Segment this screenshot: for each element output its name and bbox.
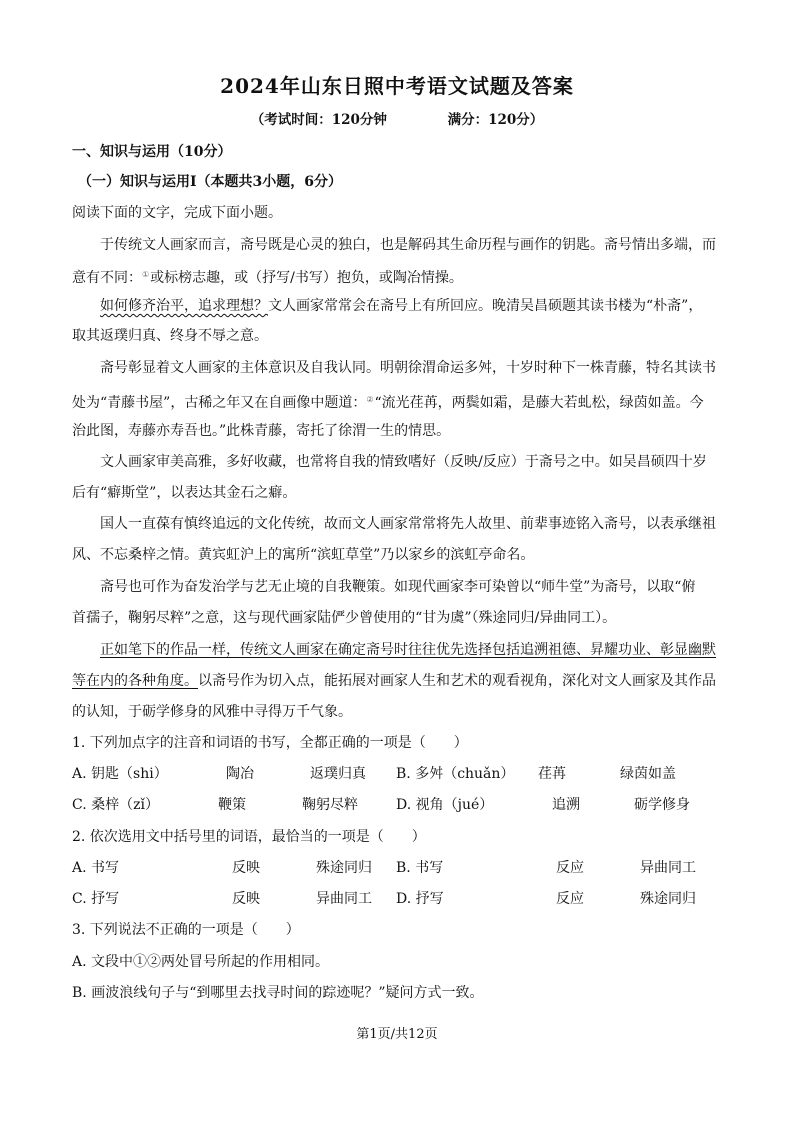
footnote-marker: ② (366, 395, 374, 404)
q2-option-c-word: 反映 (232, 891, 260, 907)
underlined-sentence: 正如笔下的作品一样，传统文人画家在确定斋号时往往优先选择包括追溯祖德、昇耀功业、彰显幽默 (100, 642, 716, 658)
passage-text: 意有不同： (72, 270, 142, 286)
page-footer: 第1页/共12页 (356, 1027, 438, 1042)
passage-line: 治此图，寿藤亦寿吾也。”此株青藤，寄托了徐渭一生的情思。 (72, 423, 451, 439)
q1-option-b: B. 多舛（chuǎn） (396, 766, 515, 782)
passage-text: 或标榜志趣，或（抒写/书写）抱负，或陶冶情操。 (150, 270, 463, 286)
q2-option-b-word: 反应 (556, 860, 584, 876)
q1-option-c-word: 鞭策 (218, 797, 246, 813)
q1-option-d-word: 砺学修身 (634, 797, 690, 813)
exam-time: （考试时间：120分钟 (250, 112, 387, 128)
document-title: 2024年山东日照中考语文试题及答案 (220, 74, 574, 98)
passage-line: 斋号也可作为奋发治学与艺无止境的自我鞭策。如现代画家李可染曾以“师牛堂”为斋号，以取“俯 (100, 579, 696, 595)
q2-option-d-word: 反应 (556, 891, 584, 907)
question-1-stem: 1. 下列加点字的注音和词语的书写，全都正确的一项是（ ） (72, 735, 468, 751)
q2-option-c-word: 异曲同工 (316, 891, 372, 907)
passage-line: 斋号彰显着文人画家的主体意识及自我认同。明朝徐渭命运多舛，十岁时种下一株青藤，特名其读书 (100, 360, 716, 376)
q1-option-a-word: 返璞归真 (310, 766, 366, 782)
q2-option-d: D. 抒写 (396, 891, 444, 907)
q3-option-b: B. 画波浪线句子与“到哪里去找寻时间的踪迹呢？”疑问方式一致。 (72, 985, 484, 1001)
footnote-marker: ① (142, 270, 150, 279)
q2-option-a: A. 书写 (72, 860, 120, 876)
question-2-stem: 2. 依次选用文中括号里的词语，最恰当的一项是（ ） (72, 829, 426, 845)
q2-option-d-word: 殊途同归 (640, 891, 696, 907)
wavy-underlined-sentence: 如何修齐治平，追求理想？ (100, 298, 268, 314)
q1-option-a: A. 钥匙（shi） (72, 766, 168, 782)
q1-option-d: D. 视角（jué） (396, 797, 494, 813)
q1-option-b-word: 绿茵如盖 (620, 766, 676, 782)
section-heading: 一、知识与运用（10分） (72, 144, 232, 160)
passage-line: 取其返璞归真、终身不辱之意。 (72, 328, 268, 344)
passage-text: 处为“青藤书屋”，古稀之年又在自画像中题道： (72, 395, 367, 411)
q1-option-b-word: 荏苒 (538, 766, 566, 782)
passage-line: 国人一直葆有慎终追远的文化传统，故而文人画家常常将先人故里、前辈事迹铭入斋号，以表承继祖 (100, 516, 716, 532)
q1-option-a-word: 陶冶 (226, 766, 254, 782)
passage-text: “流光荏苒，两鬓如霜，是藤大若虬松，绿茵如盖。今 (374, 395, 704, 411)
q2-option-b: B. 书写 (396, 860, 444, 876)
q1-option-c: C. 桑梓（zǐ） (72, 797, 159, 813)
instruction: 阅读下面的文字，完成下面小题。 (72, 205, 282, 221)
underlined-sentence: 等在内的各种角度。 (72, 673, 198, 689)
subsection-heading: （一）知识与运用Ⅰ（本题共3小题，6分） (78, 174, 343, 190)
passage-line: 后有“癖斯堂”，以表达其金石之癖。 (72, 485, 297, 501)
q2-option-c: C. 抒写 (72, 891, 120, 907)
q2-option-a-word: 殊途同归 (316, 860, 372, 876)
q3-option-a: A. 文段中①②两处冒号所起的作用相同。 (72, 954, 330, 970)
passage-line: 文人画家审美高雅，多好收藏，也常将自我的情致嗜好（反映/反应）于斋号之中。如吴昌硕四十岁 (100, 454, 707, 470)
q1-option-d-word: 追溯 (552, 797, 580, 813)
exam-info (0, 108, 794, 128)
q1-option-c-word: 鞠躬尽粹 (302, 797, 358, 813)
question-3-stem: 3. 下列说法不正确的一项是（ ） (72, 922, 300, 938)
passage-line: 风、不忘桑梓之情。黄宾虹沪上的寓所“滨虹草堂”乃以家乡的滨虹亭命名。 (72, 547, 535, 563)
passage-line (100, 296, 732, 316)
q2-option-a-word: 反映 (232, 860, 260, 876)
passage-line: 于传统文人画家而言，斋号既是心灵的独白，也是解码其生命历程与画作的钥匙。斋号情出多端，而 (100, 237, 716, 253)
passage-line (72, 390, 732, 413)
full-score: 满分：120分） (447, 112, 544, 128)
passage-line (72, 671, 732, 691)
passage-line: 首孺子，鞠躬尽粹”之意，这与现代画家陆俨少曾使用的“甘为虞”（殊途同归/异曲同工）。 (72, 610, 617, 626)
passage-line: 的认知，于砺学修身的风雅中寻得万千气象。 (72, 704, 352, 720)
passage-text: 以斋号作为切入点，能拓展对画家人生和艺术的观看视角，深化对文人画家及其作品 (198, 673, 716, 689)
q2-option-b-word: 异曲同工 (640, 860, 696, 876)
passage-line (72, 265, 732, 288)
passage-text: 文人画家常常会在斋号上有所回应。晚清吴昌硕题其读书楼为“朴斋”， (268, 298, 703, 314)
